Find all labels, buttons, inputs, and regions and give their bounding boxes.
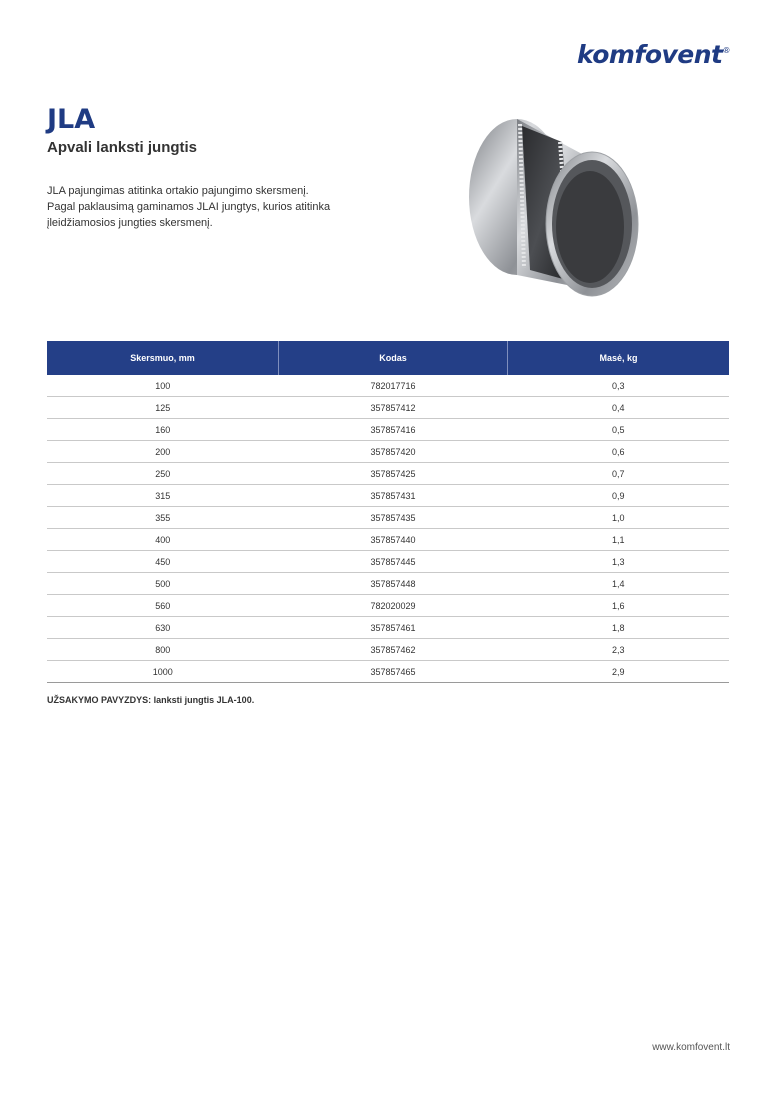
table-row bbox=[47, 485, 729, 507]
column-header-code: Kodas bbox=[279, 341, 508, 375]
cell-code: 357857416 bbox=[279, 419, 508, 441]
cell-mass: 0,7 bbox=[508, 463, 730, 485]
table-body bbox=[47, 375, 729, 683]
table-row bbox=[47, 397, 729, 419]
cell-code: 357857412 bbox=[279, 397, 508, 419]
table-row bbox=[47, 529, 729, 551]
cell-diameter: 800 bbox=[47, 639, 279, 661]
table-row bbox=[47, 551, 729, 573]
cell-diameter: 630 bbox=[47, 617, 279, 639]
description-line: įleidžiamosios jungties skersmenį. bbox=[47, 217, 213, 229]
product-code-title: JLA bbox=[47, 104, 96, 135]
cell-diameter: 315 bbox=[47, 485, 279, 507]
cell-diameter: 450 bbox=[47, 551, 279, 573]
logo-text: komfovent bbox=[576, 40, 723, 69]
cell-code: 357857448 bbox=[279, 573, 508, 595]
table-row bbox=[47, 463, 729, 485]
cell-diameter: 560 bbox=[47, 595, 279, 617]
cell-mass: 2,3 bbox=[508, 639, 730, 661]
komfovent-logo bbox=[577, 40, 730, 69]
cell-code: 357857461 bbox=[279, 617, 508, 639]
cell-code: 357857465 bbox=[279, 661, 508, 683]
cell-mass: 0,9 bbox=[508, 485, 730, 507]
description-line: Pagal paklausimą gaminamos JLAI jungtys, kurios atitinka bbox=[47, 201, 331, 213]
cell-mass: 2,9 bbox=[508, 661, 730, 683]
cell-code: 357857445 bbox=[279, 551, 508, 573]
cell-diameter: 355 bbox=[47, 507, 279, 529]
table-row bbox=[47, 507, 729, 529]
cell-code: 782017716 bbox=[279, 375, 508, 397]
cell-code: 357857420 bbox=[279, 441, 508, 463]
product-name-subtitle: Apvali lanksti jungtis bbox=[47, 139, 198, 156]
table-header-row bbox=[47, 341, 729, 375]
cell-diameter: 125 bbox=[47, 397, 279, 419]
description-line: JLA pajungimas atitinka ortakio pajungimo skersmenį. bbox=[47, 185, 309, 197]
cell-diameter: 100 bbox=[47, 375, 279, 397]
cell-diameter: 500 bbox=[47, 573, 279, 595]
order-example: UŽSAKYMO PAVYZDYS: lanksti jungtis JLA-100. bbox=[47, 695, 255, 705]
cell-mass: 1,3 bbox=[508, 551, 730, 573]
product-description bbox=[47, 183, 347, 231]
table-row bbox=[47, 661, 729, 683]
cell-code: 357857440 bbox=[279, 529, 508, 551]
cell-code: 357857435 bbox=[279, 507, 508, 529]
cell-mass: 0,6 bbox=[508, 441, 730, 463]
table-row bbox=[47, 573, 729, 595]
table-row bbox=[47, 419, 729, 441]
cell-code: 357857431 bbox=[279, 485, 508, 507]
flexible-connector-image bbox=[462, 112, 652, 312]
cell-mass: 1,4 bbox=[508, 573, 730, 595]
cell-mass: 0,4 bbox=[508, 397, 730, 419]
cell-code: 782020029 bbox=[279, 595, 508, 617]
cell-mass: 1,1 bbox=[508, 529, 730, 551]
table-row bbox=[47, 617, 729, 639]
cell-mass: 1,6 bbox=[508, 595, 730, 617]
table-row bbox=[47, 441, 729, 463]
registered-mark: ® bbox=[722, 46, 730, 55]
table-row bbox=[47, 639, 729, 661]
table-row bbox=[47, 375, 729, 397]
cell-diameter: 160 bbox=[47, 419, 279, 441]
column-header-mass: Masė, kg bbox=[508, 341, 730, 375]
cell-diameter: 400 bbox=[47, 529, 279, 551]
cell-mass: 1,0 bbox=[508, 507, 730, 529]
cell-mass: 0,5 bbox=[508, 419, 730, 441]
cell-code: 357857425 bbox=[279, 463, 508, 485]
specifications-table bbox=[47, 341, 729, 683]
table-row bbox=[47, 595, 729, 617]
cell-diameter: 200 bbox=[47, 441, 279, 463]
column-header-diameter: Skersmuo, mm bbox=[47, 341, 279, 375]
cell-diameter: 250 bbox=[47, 463, 279, 485]
cell-mass: 0,3 bbox=[508, 375, 730, 397]
cell-mass: 1,8 bbox=[508, 617, 730, 639]
cell-code: 357857462 bbox=[279, 639, 508, 661]
cell-diameter: 1000 bbox=[47, 661, 279, 683]
website-url[interactable]: www.komfovent.lt bbox=[652, 1042, 730, 1053]
